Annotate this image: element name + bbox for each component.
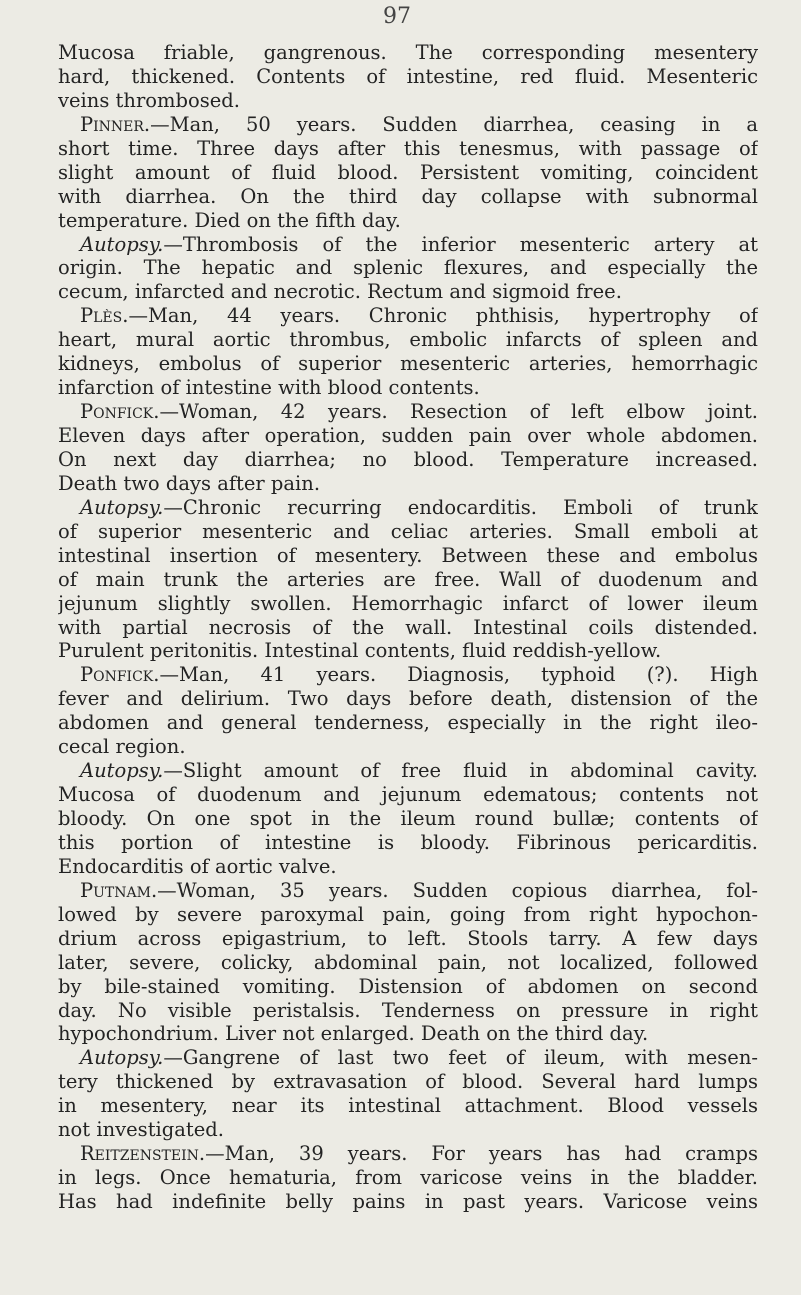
text-run: abdomen and general tenderness, especially in the right ileo- (58, 711, 758, 735)
section-label: Autopsy. (80, 495, 164, 519)
paragraph (58, 663, 758, 759)
body-text (58, 41, 758, 1214)
text-line (58, 209, 758, 233)
section-label: Autopsy. (80, 759, 164, 783)
text-run: —Slight amount of free fluid in abdominal cavity. (163, 759, 758, 783)
text-line (58, 592, 758, 616)
text-line (58, 616, 758, 640)
text-line (58, 855, 758, 879)
text-run: origin. The hepatic and splenic flexures, and especially the (58, 256, 758, 280)
text-run: intestinal insertion of mesentery. Between these and embolus (58, 543, 758, 567)
text-line (58, 233, 758, 257)
case-name: Pinner. (80, 112, 151, 136)
text-line (58, 161, 758, 185)
text-line (58, 424, 758, 448)
text-run: Purulent peritonitis. Intestinal contents, fluid reddish-yellow. (58, 639, 662, 663)
text-run: not investigated. (58, 1118, 224, 1142)
text-line (58, 1142, 758, 1166)
paragraph (58, 113, 758, 233)
text-run: —Man, 50 years. Sudden diarrhea, ceasing in a (150, 112, 758, 136)
paragraph (58, 400, 758, 496)
text-run: hard, thickened. Contents of intestine, red fluid. Mesenteric (58, 64, 758, 88)
case-name: Reitzenstein. (80, 1142, 206, 1166)
text-run: —Gangrene of last two feet of ileum, with mesen- (163, 1046, 758, 1070)
text-run: day. No visible peristalsis. Tenderness on pressure in right (58, 998, 758, 1022)
text-run: —Man, 44 years. Chronic phthisis, hypertrophy of (128, 304, 758, 328)
text-line (58, 1190, 758, 1214)
text-line (58, 65, 758, 89)
case-name: Ponfick. (80, 663, 160, 687)
text-line (58, 1166, 758, 1190)
text-line (58, 544, 758, 568)
text-run: in legs. Once hematuria, from varicose veins in the bladder. (58, 1166, 758, 1190)
text-line (58, 137, 758, 161)
text-line (58, 639, 758, 663)
text-run: —Chronic recurring endocarditis. Emboli of trunk (163, 495, 758, 519)
text-line (58, 783, 758, 807)
text-line (58, 735, 758, 759)
text-run: tery thickened by extravasation of blood. Several hard lumps (58, 1070, 758, 1094)
text-run: —Thrombosis of the inferior mesenteric artery at (163, 232, 758, 256)
text-line (58, 41, 758, 65)
text-run: by bile-stained vomiting. Distension of abdomen on second (58, 974, 758, 998)
text-run: short time. Three days after this tenesmus, with passage of (58, 136, 758, 160)
paragraph (58, 879, 758, 1047)
text-run: —Man, 41 years. Diagnosis, typhoid (?). High (159, 663, 758, 687)
text-line (58, 951, 758, 975)
text-line (58, 568, 758, 592)
text-run: drium across epigastrium, to left. Stools tarry. A few days (58, 926, 758, 950)
text-line (58, 903, 758, 927)
text-line (58, 927, 758, 951)
text-run: —Woman, 42 years. Resection of left elbow joint. (159, 400, 758, 424)
paragraph (58, 41, 758, 113)
text-run: in mesentery, near its intestinal attachment. Blood vessels (58, 1094, 758, 1118)
text-run: Mucosa friable, gangrenous. The corresponding mesentery (58, 41, 758, 64)
page-number: 97 (383, 4, 411, 29)
text-run: On next day diarrhea; no blood. Temperature increased. (58, 447, 758, 471)
paragraph (58, 759, 758, 879)
text-line (58, 663, 758, 687)
text-run: Has had indefinite belly pains in past years. Varicose veins (58, 1190, 758, 1213)
text-line (58, 113, 758, 137)
text-run: cecal region. (58, 735, 186, 759)
text-run: fever and delirium. Two days before death, distension of the (58, 687, 758, 711)
text-run: —Man, 39 years. For years has had cramps (205, 1142, 758, 1166)
text-line (58, 1046, 758, 1070)
text-line (58, 352, 758, 376)
text-line (58, 879, 758, 903)
text-line (58, 687, 758, 711)
text-run: Death two days after pain. (58, 471, 321, 495)
text-run: lowed by severe paroxymal pain, going from right hypochon- (58, 902, 758, 926)
text-line (58, 520, 758, 544)
paragraph (58, 1046, 758, 1142)
paragraph (58, 233, 758, 305)
text-run: slight amount of fluid blood. Persistent vomiting, coincident (58, 160, 758, 184)
text-run: with partial necrosis of the wall. Intestinal coils distended. (58, 615, 758, 639)
text-line (58, 1070, 758, 1094)
text-line (58, 448, 758, 472)
text-line (58, 256, 758, 280)
text-run: veins thrombosed. (58, 88, 240, 112)
text-line (58, 807, 758, 831)
paragraph (58, 496, 758, 664)
text-run: kidneys, embolus of superior mesenteric arteries, hemorrhagic (58, 352, 758, 376)
text-run: —Woman, 35 years. Sudden copious diarrhea, fol- (157, 878, 758, 902)
text-line (58, 759, 758, 783)
text-line (58, 1022, 758, 1046)
text-line (58, 400, 758, 424)
text-run: this portion of intestine is bloody. Fibrinous pericarditis. (58, 830, 758, 854)
text-line (58, 328, 758, 352)
text-line (58, 1118, 758, 1142)
text-run: of superior mesenteric and celiac arteries. Small emboli at (58, 519, 758, 543)
text-line (58, 185, 758, 209)
paragraph (58, 1142, 758, 1214)
text-run: jejunum slightly swollen. Hemorrhagic infarct of lower ileum (58, 591, 758, 615)
text-run: heart, mural aortic thrombus, embolic infarcts of spleen and (58, 328, 758, 352)
case-name: Ponfick. (80, 400, 160, 424)
text-run: Endocarditis of aortic valve. (58, 854, 337, 878)
text-line (58, 496, 758, 520)
text-run: infarction of intestine with blood contents. (58, 376, 480, 400)
text-run: Eleven days after operation, sudden pain over whole abdomen. (58, 424, 758, 447)
text-line (58, 280, 758, 304)
text-run: Mucosa of duodenum and jejunum edematous; contents not (58, 783, 758, 807)
text-line (58, 711, 758, 735)
text-run: temperature. Died on the fifth day. (58, 208, 401, 232)
text-line (58, 831, 758, 855)
text-line (58, 1094, 758, 1118)
text-line (58, 999, 758, 1023)
text-line (58, 376, 758, 400)
text-line (58, 975, 758, 999)
text-run: cecum, infarcted and necrotic. Rectum and sigmoid free. (58, 280, 622, 304)
text-line (58, 304, 758, 328)
text-run: of main trunk the arteries are free. Wall of duodenum and (58, 567, 758, 591)
text-run: bloody. On one spot in the ileum round bullæ; contents of (58, 807, 758, 830)
section-label: Autopsy. (80, 1046, 164, 1070)
text-run: with diarrhea. On the third day collapse with subnormal (58, 184, 758, 208)
text-line (58, 89, 758, 113)
text-line (58, 472, 758, 496)
paragraph (58, 304, 758, 400)
text-run: later, severe, colicky, abdominal pain, not localized, followed (58, 950, 758, 974)
case-name: Putnam. (80, 878, 158, 902)
case-name: Plès. (80, 304, 129, 328)
section-label: Autopsy. (80, 232, 164, 256)
text-run: hypochondrium. Liver not enlarged. Death on the third day. (58, 1022, 649, 1046)
